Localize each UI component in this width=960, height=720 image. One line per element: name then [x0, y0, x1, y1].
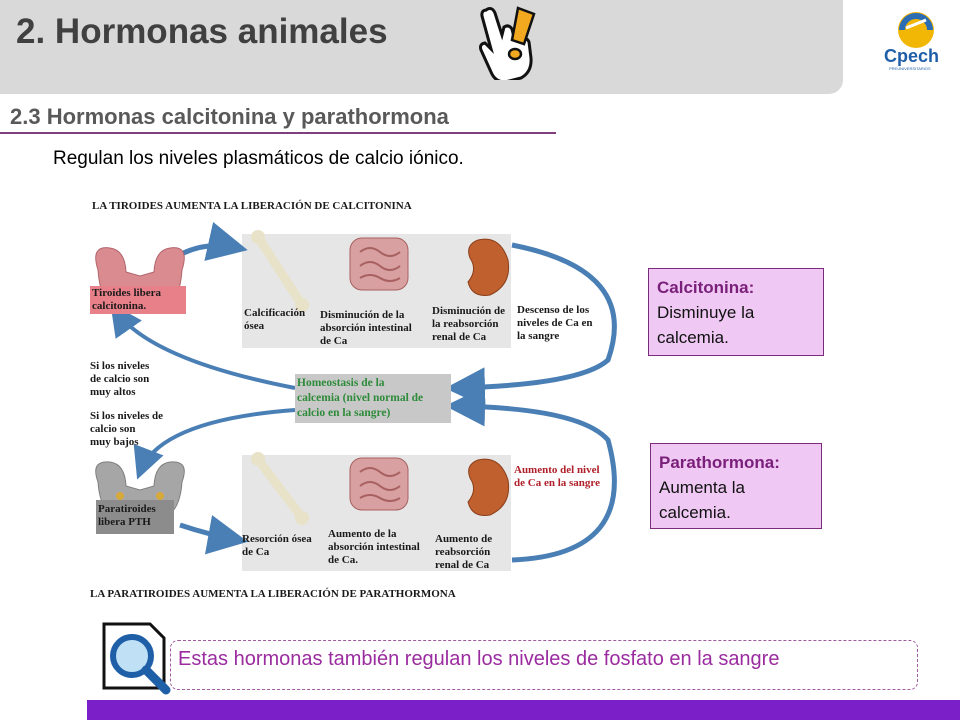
calcitonina-text: Disminuye la calcemia. — [657, 303, 755, 347]
high-calcium-condition: Si los niveles de calcio son muy altos — [90, 360, 150, 398]
parathormona-text: Aumenta la calcemia. — [659, 478, 745, 522]
bone-top-image — [251, 230, 309, 312]
bottom-result-label: Aumento del nivel de Ca en la sangre — [514, 464, 600, 489]
thyroid-label: Tiroides libera calcitonina. — [92, 287, 161, 312]
magnifier-icon — [94, 618, 180, 696]
diagram-top-heading: LA TIROIDES AUMENTA LA LIBERACIÓN DE CALCITONINA — [92, 200, 412, 212]
parathormona-title: Parathormona: — [659, 453, 780, 472]
lead-text: Regulan los niveles plasmáticos de calcio iónico. — [53, 148, 464, 169]
parathormona-box — [650, 443, 822, 529]
intestine-bottom-image — [350, 458, 408, 510]
section-subtitle: 2.3 Hormonas calcitonina y parathormona — [10, 104, 449, 129]
bottom-bar — [87, 700, 960, 720]
logo-text: Cpech — [884, 46, 940, 66]
parathyroid-label: Paratiroides libera PTH — [98, 503, 156, 528]
hand-warning-icon — [468, 2, 540, 80]
logo-tagline: PREUNIVERSITARIOS — [889, 66, 931, 71]
low-calcium-condition: Si los niveles de calcio son muy bajos — [90, 410, 164, 448]
calcitonina-title: Calcitonina: — [657, 278, 755, 297]
effect-renal-increase-label: Aumento de reabsorción renal de Ca — [435, 533, 493, 571]
intestine-top-image — [350, 238, 408, 290]
kidney-bottom-image — [468, 459, 509, 515]
effect-intestinal-decrease-label: Disminución de la absorción intestinal de Ca — [320, 309, 412, 347]
bone-bottom-image — [251, 452, 309, 525]
subtitle-underline — [0, 132, 556, 134]
effect-renal-decrease-label: Disminución de la reabsorción renal de Ca — [432, 305, 506, 343]
page-title: 2. Hormonas animales — [16, 12, 388, 51]
kidney-top-image — [468, 239, 509, 295]
homeostasis-label: Homeostasis de la calcemia (nivel normal de calcio en la sangre) — [297, 377, 424, 419]
footer-note-text: Estas hormonas también regulan los niveles de fosfato en la sangre — [178, 648, 780, 670]
arrow-low-to-parathyroid — [140, 410, 295, 472]
diagram-bottom-heading: LA PARATIROIDES AUMENTA LA LIBERACIÓN DE PARATHORMONA — [90, 588, 456, 600]
effect-intestinal-increase-label: Aumento de la absorción intestinal de Ca. — [328, 528, 420, 566]
top-result-label: Descenso de los niveles de Ca en la sangre — [517, 304, 593, 342]
arrow-parathyroid-to-effects — [180, 525, 238, 540]
effect-resorption-label: Resorción ósea de Ca — [242, 533, 312, 558]
effect-calcification-label: Calcificación ósea — [244, 307, 306, 332]
calcitonina-box — [648, 268, 824, 356]
